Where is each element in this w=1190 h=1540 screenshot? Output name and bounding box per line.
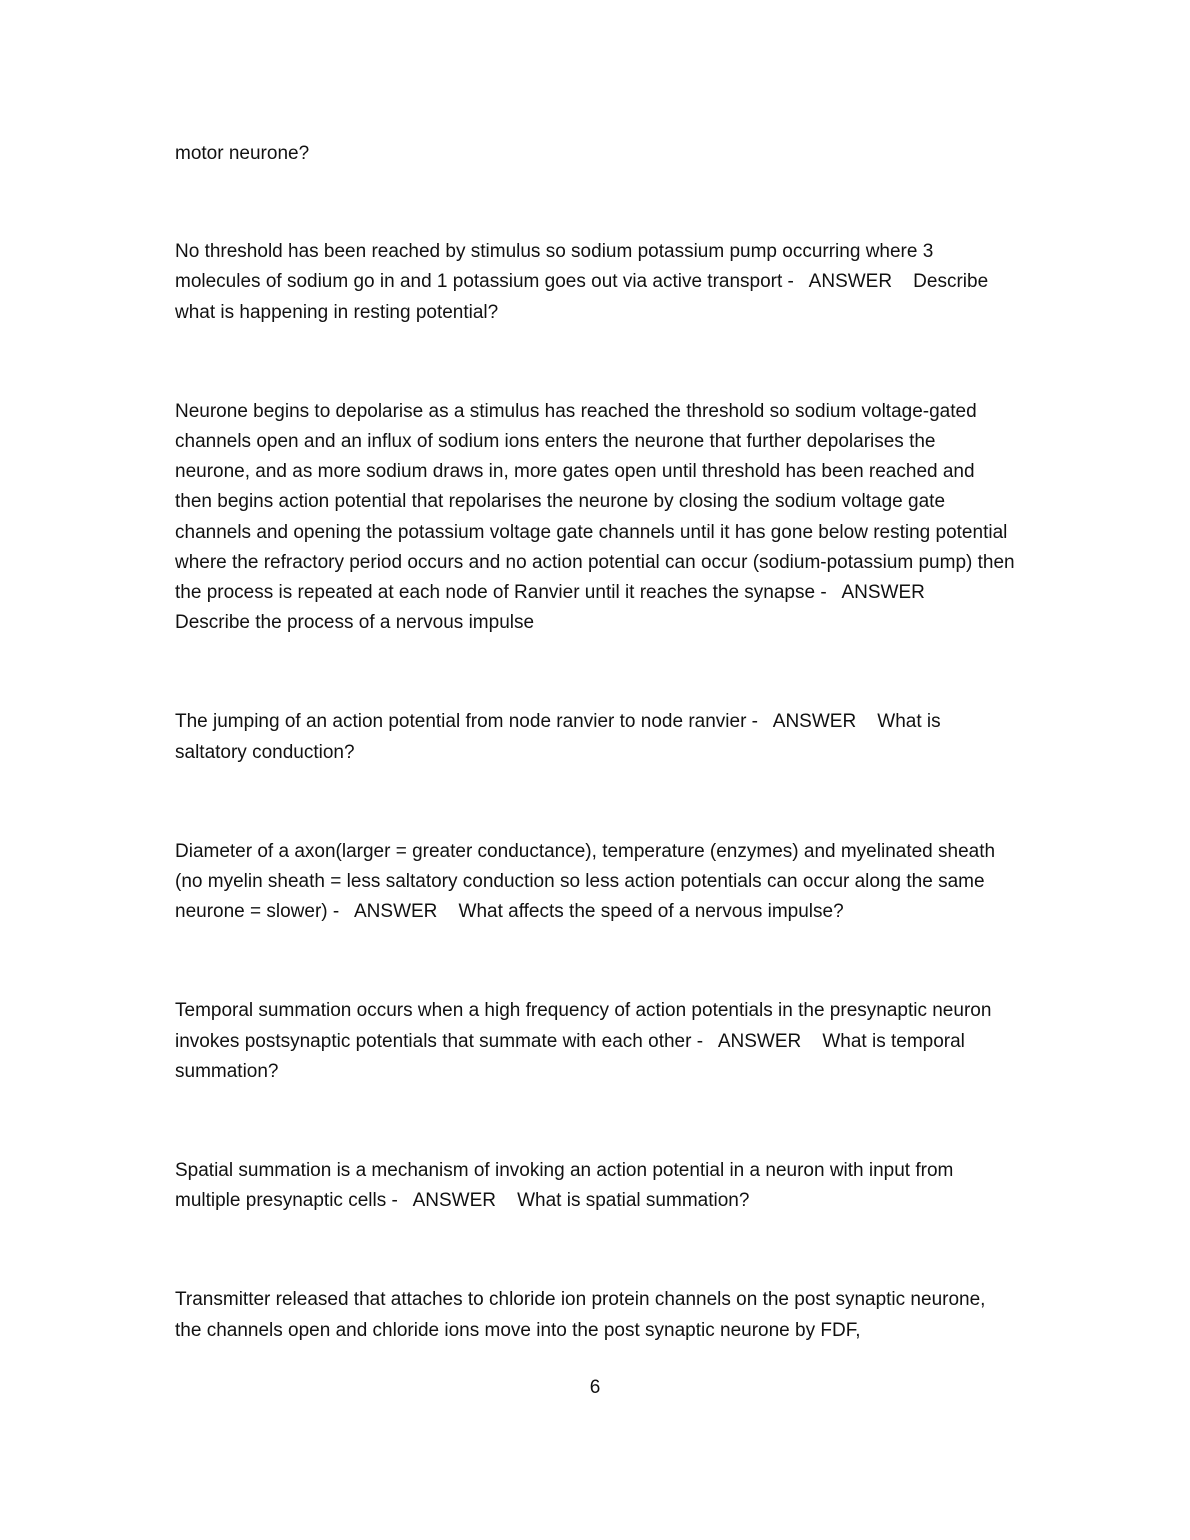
paragraph-4: The jumping of an action potential from node ranvier to node ranvier - ANSWER What is saltatory conduction? <box>175 711 946 763</box>
paragraph-2: No threshold has been reached by stimulus so sodium potassium pump occurring where 3 molecules of sodium go in and 1 potassium goes out via active transport - ANSWER Describe what is happening in resting potential? <box>175 241 994 323</box>
paragraph-6: Temporal summation occurs when a high frequency of action potentials in the presynaptic neuron invokes postsynaptic potentials that summate with each other - ANSWER What is temporal summation? <box>175 1000 997 1082</box>
paragraph-1: motor neurone? <box>175 143 310 164</box>
paragraph-3: Neurone begins to depolarise as a stimulus has reached the threshold so sodium voltage-gated channels open and an influx of sodium ions enters the neurone that further depolarises the neurone, and as more sodium draws in, more gates open until threshold has been reached and then begins action potential that repolarises the neurone by closing the sodium voltage gate channels and opening the potassium voltage gate channels until it has gone below resting potential where the refractory period occurs and no action potential can occur (sodium-potassium pump) then the process is repeated at each node of Ranvier until it reaches the synapse - ANSWER Describe the process of a nervous impulse <box>175 400 1020 634</box>
paragraph-5: Diameter of a axon(larger = greater conductance), temperature (enzymes) and myelinated sheath (no myelin sheath = less saltatory conduction so less action potentials can occur along the same neurone = slower) - ANSWER What affects the speed of a nervous impulse? <box>175 840 1001 923</box>
paragraph-8: Transmitter released that attaches to chloride ion protein channels on the post synaptic neurone, the channels open and chloride ions move into the post synaptic neurone by FDF, <box>175 1289 991 1341</box>
document-body <box>175 139 1020 1346</box>
page-number: 6 <box>589 1377 601 1398</box>
paragraph-7: Spatial summation is a mechanism of invoking an action potential in a neuron with input from multiple presynaptic cells - ANSWER What is spatial summation? <box>175 1160 959 1212</box>
